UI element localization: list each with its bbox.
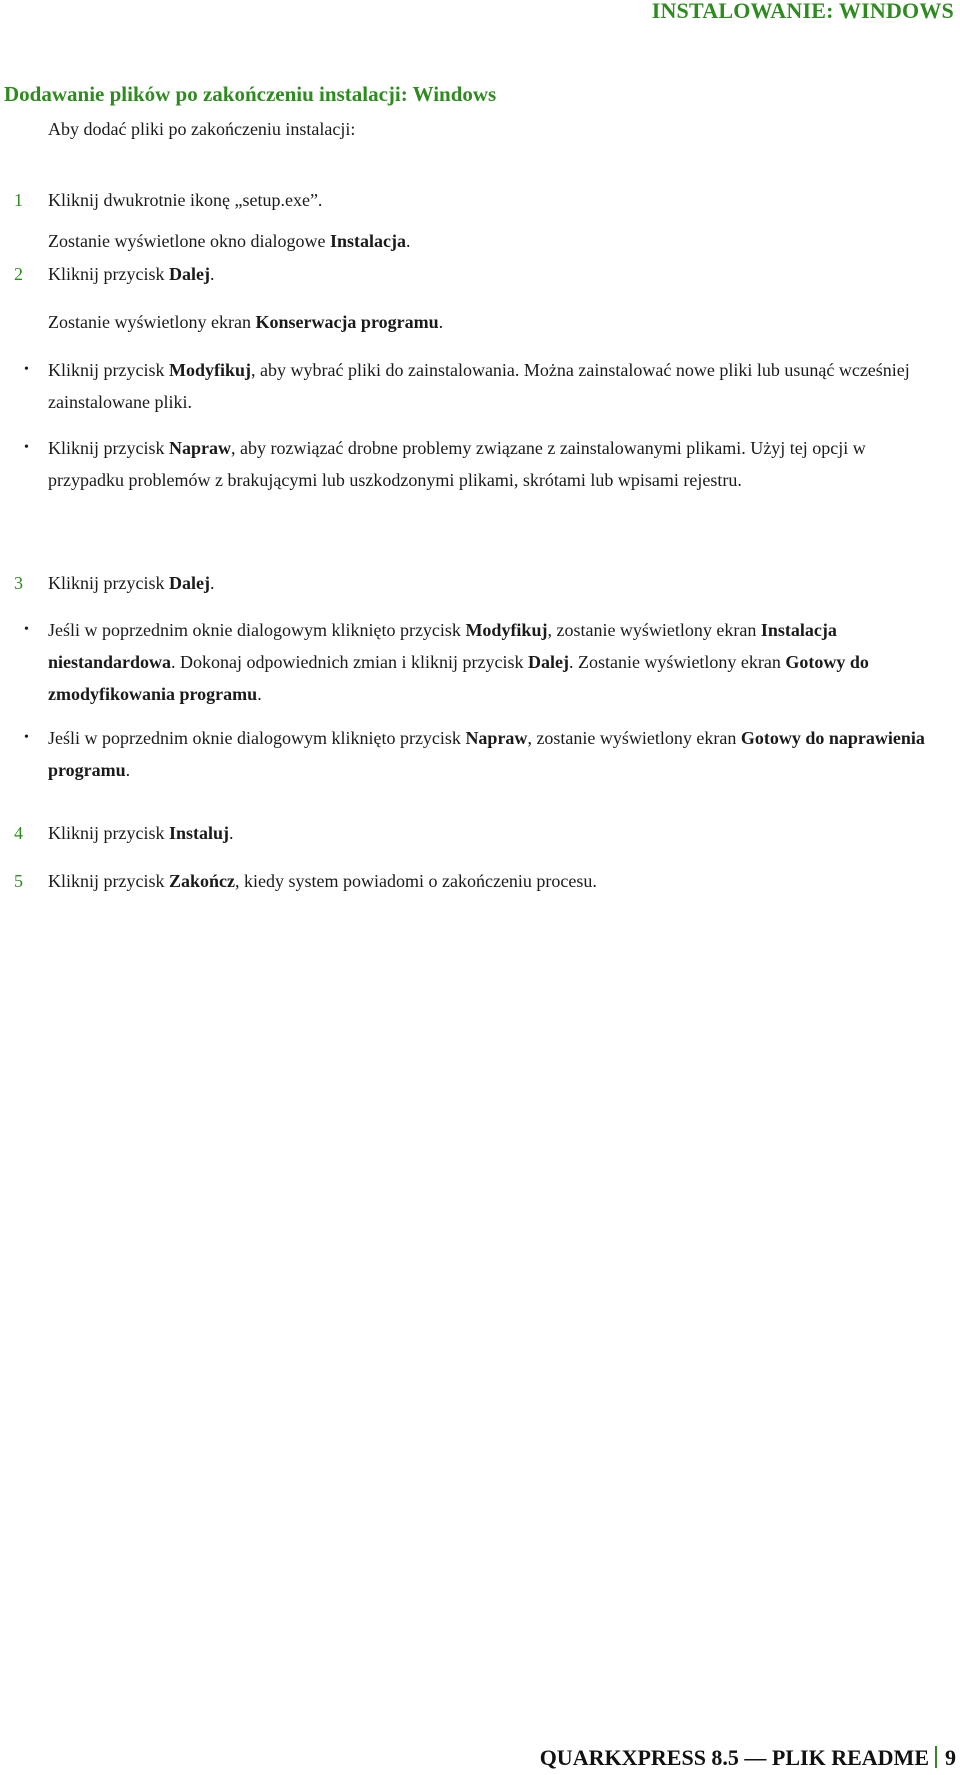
bullet-marker: • (24, 730, 29, 745)
footer-separator (935, 1746, 937, 1768)
step-2-result: Zostanie wyświetlony ekran Konserwacja programu. (48, 312, 444, 332)
running-header: INSTALOWANIE: WINDOWS (651, 0, 954, 23)
step-2-text: Kliknij przycisk Dalej. (48, 264, 215, 284)
section-title: Dodawanie plików po zakończeniu instalacji: Windows (4, 82, 497, 106)
step-2-bullet-repair: Kliknij przycisk Napraw, aby rozwiązać drobne problemy związane z zainstalowanymi plikami. Użyj tej opcji w przypadku problemów z brakującymi lub uszkodzonymi plikami, skrótami lub wpisami rejestru. (48, 438, 866, 490)
page-footer (540, 1746, 956, 1770)
step-1-result: Zostanie wyświetlone okno dialogowe Instalacja. (48, 231, 411, 251)
bullet-marker: • (24, 440, 29, 455)
step-number-1: 1 (14, 190, 23, 210)
dialog-name-instalacja: Instalacja (329, 231, 406, 251)
step-2-bullet-modify: Kliknij przycisk Modyfikuj, aby wybrać pliki do zainstalowania. Można zainstalować nowe pliki lub usunąć wcześniej zainstalowane pliki. (48, 360, 910, 412)
step-number-5: 5 (14, 871, 23, 891)
intro-text: Aby dodać pliki po zakończeniu instalacji: (48, 119, 356, 139)
button-name-dalej: Dalej (168, 264, 210, 284)
step-5-text: Kliknij przycisk Zakończ, kiedy system powiadomi o zakończeniu procesu. (48, 871, 597, 891)
screen-name-konserwacja: Konserwacja programu (255, 312, 439, 332)
page-number: 9 (945, 1745, 956, 1770)
step-3-bullet-modify: Jeśli w poprzednim oknie dialogowym kliknięto przycisk Modyfikuj, zostanie wyświetlony ekran Instalacja niestandardowa. Dokonaj odpowiednich zmian i kliknij przycisk Dalej. Zostanie wyświetlony ekran Gotowy do zmodyfikowania programu. (48, 620, 869, 704)
bullet-marker: • (24, 362, 29, 377)
bullet-marker: • (24, 622, 29, 637)
step-3-bullet-repair: Jeśli w poprzednim oknie dialogowym kliknięto przycisk Napraw, zostanie wyświetlony ekran Gotowy do naprawienia programu. (48, 728, 925, 780)
step-3-text: Kliknij przycisk Dalej. (48, 573, 215, 593)
step-4-text: Kliknij przycisk Instaluj. (48, 823, 234, 843)
step-number-4: 4 (14, 823, 23, 843)
footer-doc-title: QUARKXPRESS 8.5 — PLIK README (539, 1745, 929, 1770)
step-number-2: 2 (14, 264, 23, 284)
step-number-3: 3 (14, 573, 23, 593)
step-1-text: Kliknij dwukrotnie ikonę „setup.exe”. (48, 190, 323, 210)
